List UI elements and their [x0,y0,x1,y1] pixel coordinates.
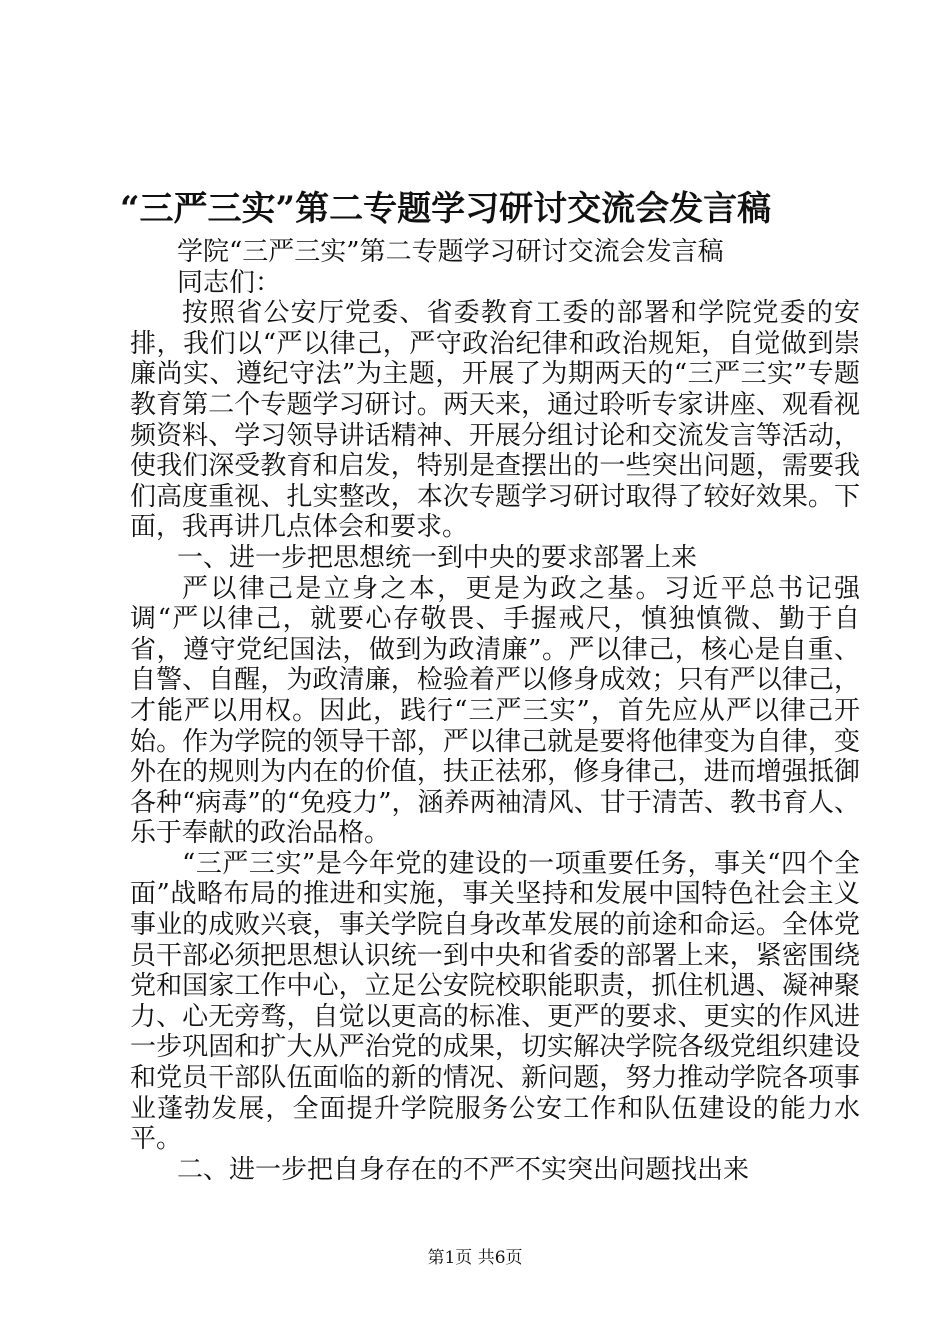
document-subtitle: 学院“三严三实”第二专题学习研讨交流会发言稿 [177,237,724,267]
paragraph: “三严三实”是今年党的建设的一项重要任务，事关“四个全面”战略布局的推进和实施，事关坚持和发展中国特色社会主义事业的成败兴衰，事关学院自身改革发展的前途和命运。全体党员干部必须把思想认识统一到中央和省委的部署上来，紧密围绕党和国家工作中心，立足公安院校职能职责，抓住机遇、凝神聚力、心无旁骛，自觉以更高的标准、更严的要求、更实的作风进一步巩固和扩大从严治党的成果，切实解决学院各级党组织建设和党员干部队伍面临的新的情况、新问题，努力推动学院各项事业蓬勃发展，全面提升学院服务公安工作和队伍建设的能力水平。 [130,848,860,1155]
paragraph: 严以律己是立身之本，更是为政之基。习近平总书记强调“严以律己，就要心存敬畏、手握戒尺，慎独慎微、勤于自省，遵守党纪国法，做到为政清廉”。严以律己，核心是自重、自警、自醒，为政清廉，检验着严以修身成效；只有严以律己，才能严以用权。因此，践行“三严三实”，首先应从严以律己开始。作为学院的领导干部，严以律己就是要将他律变为自律，变外在的规则为内在的价值，扶正祛邪，修身律己，进而增强抵御各种“病毒”的“免疫力”，涵养两袖清风、甘于清苦、教书育人、乐于奉献的政治品格。 [130,573,860,849]
paragraph: 按照省公安厅党委、省委教育工委的部署和学院党委的安排，我们以“严以律己，严守政治纪律和政治规矩，自觉做到崇廉尚实、遵纪守法”为主题，开展了为期两天的“三严三实”专题教育第二个专题学习研讨。两天来，通过聆听专家讲座、观看视频资料、学习领导讲话精神、开展分组讨论和交流发言等活动，使我们深受教育和启发，特别是查摆出的一些突出问题，需要我们高度重视、扎实整改，本次专题学习研讨取得了较好效果。下面，我再讲几点体会和要求。 [130,298,860,543]
page-number: 第1页 共6页 [427,1248,523,1268]
salutation: 同志们： [177,267,282,298]
section-heading: 二、进一步把自身存在的不严不实突出问题找出来 [177,1154,750,1185]
section-heading: 一、进一步把思想统一到中央的要求部署上来 [177,542,698,573]
document-body [130,210,860,1185]
document-title: “三严三实”第二专题学习研讨交流会发言稿 [120,189,772,229]
